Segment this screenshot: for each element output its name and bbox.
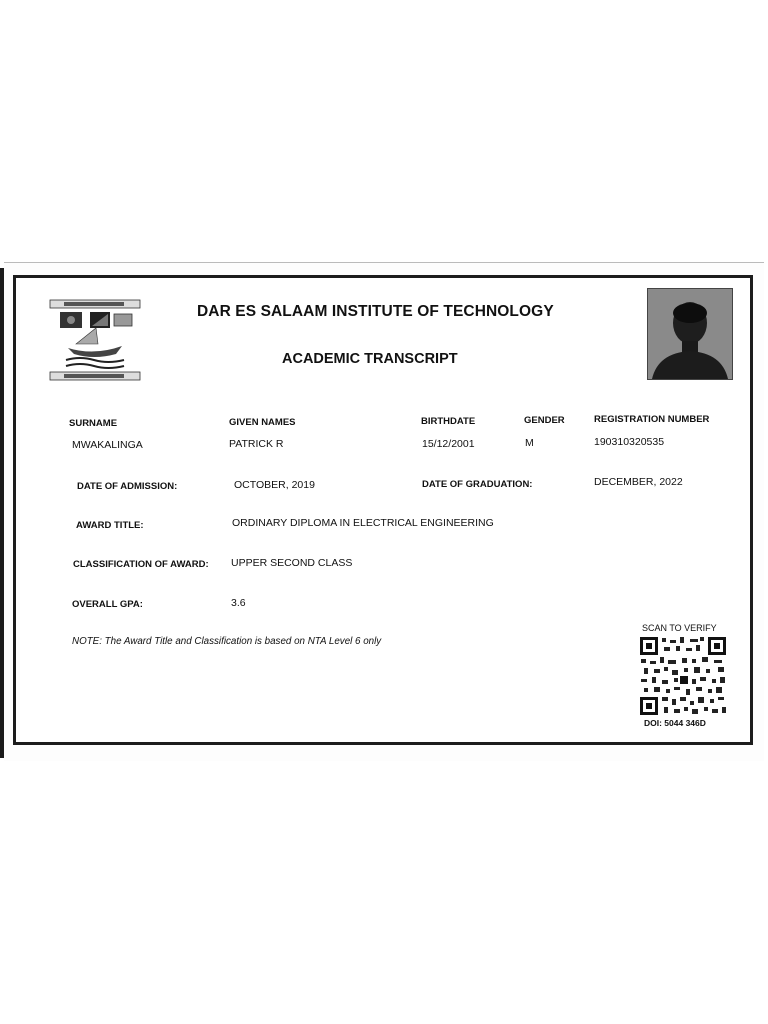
registration-value: 190310320535 [594, 436, 665, 448]
birthdate-value: 15/12/2001 [422, 438, 475, 450]
gender-label: GENDER [524, 415, 565, 426]
qr-code-icon[interactable] [638, 635, 728, 717]
award-title-value: ORDINARY DIPLOMA IN ELECTRICAL ENGINEERING [232, 517, 494, 529]
institute-crest-icon [46, 298, 144, 384]
award-title-label: AWARD TITLE: [76, 520, 144, 531]
scan-to-verify-caption: SCAN TO VERIFY [642, 623, 717, 633]
doi-value: DOI: 5044 346D [644, 718, 706, 728]
admission-label: DATE OF ADMISSION: [77, 481, 178, 492]
birthdate-label: BIRTHDATE [421, 416, 476, 427]
gpa-value: 3.6 [231, 597, 246, 609]
given-names-value: PATRICK R [229, 438, 284, 450]
surname-label: SURNAME [69, 418, 118, 429]
surname-value: MWAKALINGA [72, 439, 143, 451]
gpa-label: OVERALL GPA: [72, 599, 143, 610]
transcript-frame [13, 275, 753, 745]
given-names-label: GIVEN NAMES [229, 417, 296, 428]
gender-value: M [525, 437, 534, 449]
student-photo-icon [647, 288, 733, 380]
graduation-value: DECEMBER, 2022 [594, 476, 683, 488]
registration-label: REGISTRATION NUMBER [594, 414, 710, 425]
institution-name: DAR ES SALAAM INSTITUTE OF TECHNOLOGY [197, 303, 554, 320]
classification-value: UPPER SECOND CLASS [231, 557, 353, 569]
award-note: NOTE: The Award Title and Classification is based on NTA Level 6 only [72, 636, 382, 647]
admission-value: OCTOBER, 2019 [234, 479, 315, 491]
document-title: ACADEMIC TRANSCRIPT [282, 351, 458, 367]
graduation-label: DATE OF GRADUATION: [422, 479, 533, 490]
classification-label: CLASSIFICATION OF AWARD: [73, 559, 209, 570]
